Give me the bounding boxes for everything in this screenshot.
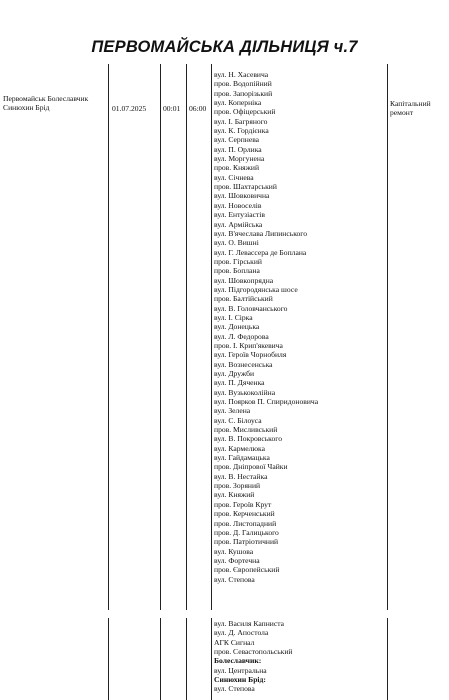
street-item: вул. Вузькоколійна <box>214 387 276 397</box>
street-item: вул. Січнева <box>214 172 254 182</box>
table-border-reason <box>387 64 388 610</box>
street-item: пров. Шахтарський <box>214 182 277 192</box>
street-item: вул. Г. Левассера де Боплана <box>214 247 307 257</box>
street-item: пров. Балтійський <box>214 294 273 304</box>
street-item: пров. Водопійний <box>214 79 272 89</box>
street-item: вул. Л. Федорова <box>214 331 269 341</box>
street-item: пров. Гірський <box>214 256 262 266</box>
street-item: вул. Княжий <box>214 490 255 500</box>
street-item: пров. Мисливський <box>214 425 278 435</box>
street-item: пров. Листопадний <box>214 518 277 528</box>
table2-border-date <box>160 618 161 700</box>
street-item: вул. Донецька <box>214 322 260 332</box>
street-item: вул. Степова <box>214 684 255 694</box>
table-border-date <box>160 64 161 610</box>
area-cell: Первомайськ Болеславчик Синюхин Брід <box>3 94 89 113</box>
street-item: пров. Запорізький <box>214 88 273 98</box>
street-item: вул. І. Сірка <box>214 312 253 322</box>
street-item: вул. В. Нестайка <box>214 471 268 481</box>
street-item: вул. Героїв Чорнобиля <box>214 350 287 360</box>
street-item: вул. Моргунена <box>214 154 265 164</box>
street-item: вул. Армійська <box>214 219 263 229</box>
street-item: АГК Сигнал <box>214 637 255 647</box>
street-item: вул. С. Білоуса <box>214 415 262 425</box>
street-item: пров. Героїв Крут <box>214 499 272 509</box>
street-item: пров. Княжий <box>214 163 260 173</box>
street-item: вул. В. Покровського <box>214 434 282 444</box>
reason-cell: Капітальний ремонт <box>390 99 431 118</box>
street-item: пров. І. Крип'якевича <box>214 340 283 350</box>
street-item: вул. Зелена <box>214 406 251 416</box>
street-item: пров. Офіцерський <box>214 107 276 117</box>
street-item: пров. Дніпрової Чайки <box>214 462 288 472</box>
locality-heading: Болеславчик: <box>214 656 262 666</box>
street-item: пров. Боплана <box>214 266 260 276</box>
street-item: вул. Підгородянська шосе <box>214 284 298 294</box>
street-item: вул. Шовковична <box>214 191 270 201</box>
street-item: пров. Д. Галицького <box>214 527 279 537</box>
street-item: вул. Вознесенська <box>214 359 273 369</box>
time-from-cell: 00:01 <box>163 104 181 113</box>
table2-border-reason <box>387 618 388 700</box>
street-item: вул. В. Головчанського <box>214 303 288 313</box>
page-title: ПЕРВОМАЙСЬКА ДІЛЬНИЦЯ ч.7 <box>91 38 358 56</box>
street-item: вул. Центральна <box>214 665 267 675</box>
street-item: вул. Гайдамацька <box>214 453 270 463</box>
street-item: вул. Фортечна <box>214 555 260 565</box>
street-item: вул. Ентузіастів <box>214 210 265 220</box>
street-item: пров. Патріотичний <box>214 537 279 547</box>
street-item: вул. В'ячеслава Липинського <box>214 228 308 238</box>
street-list-continued <box>214 619 292 694</box>
street-item: вул. Шовкопрядна <box>214 275 274 285</box>
street-item: пров. Європейський <box>214 565 280 575</box>
street-item: вул. П. Дяченка <box>214 378 265 388</box>
street-item: вул. Новоселів <box>214 200 262 210</box>
street-item: пров. Севастопольський <box>214 647 293 657</box>
street-item: вул. Степова <box>214 574 255 584</box>
date-cell: 01.07.2025 <box>112 104 147 113</box>
street-item: вул. П. Орлика <box>214 144 262 154</box>
locality-heading: Синюхин Брід: <box>214 675 266 685</box>
street-item: вул. Поярков П. Спиридоновича <box>214 397 319 407</box>
street-list <box>214 70 318 584</box>
street-item: вул. Василя Капниста <box>214 619 285 628</box>
table-border-time <box>186 64 187 610</box>
street-item: вул. І. Багряного <box>214 116 268 126</box>
table2-border-left <box>108 618 109 700</box>
street-item: вул. К. Гордієнка <box>214 126 269 136</box>
table-border-left <box>108 64 109 610</box>
street-item: вул. О. Вишні <box>214 238 259 248</box>
table2-border-time <box>186 618 187 700</box>
street-item: вул. Коперніка <box>214 98 262 108</box>
table2-border-streets <box>211 618 212 700</box>
street-item: вул. Кармелюка <box>214 443 265 453</box>
street-item: пров. Керченський <box>214 509 275 519</box>
street-item: вул. Дружби <box>214 369 255 378</box>
street-item: вул. Д. Апостола <box>214 628 269 638</box>
street-item: вул. Серпнева <box>214 135 260 145</box>
table-border-streets <box>211 64 212 610</box>
street-item: вул. Н. Хасевича <box>214 70 269 79</box>
street-item: вул. Кушова <box>214 546 254 556</box>
street-item: пров. Зоряний <box>214 481 261 491</box>
time-to-cell: 06:00 <box>189 104 207 113</box>
